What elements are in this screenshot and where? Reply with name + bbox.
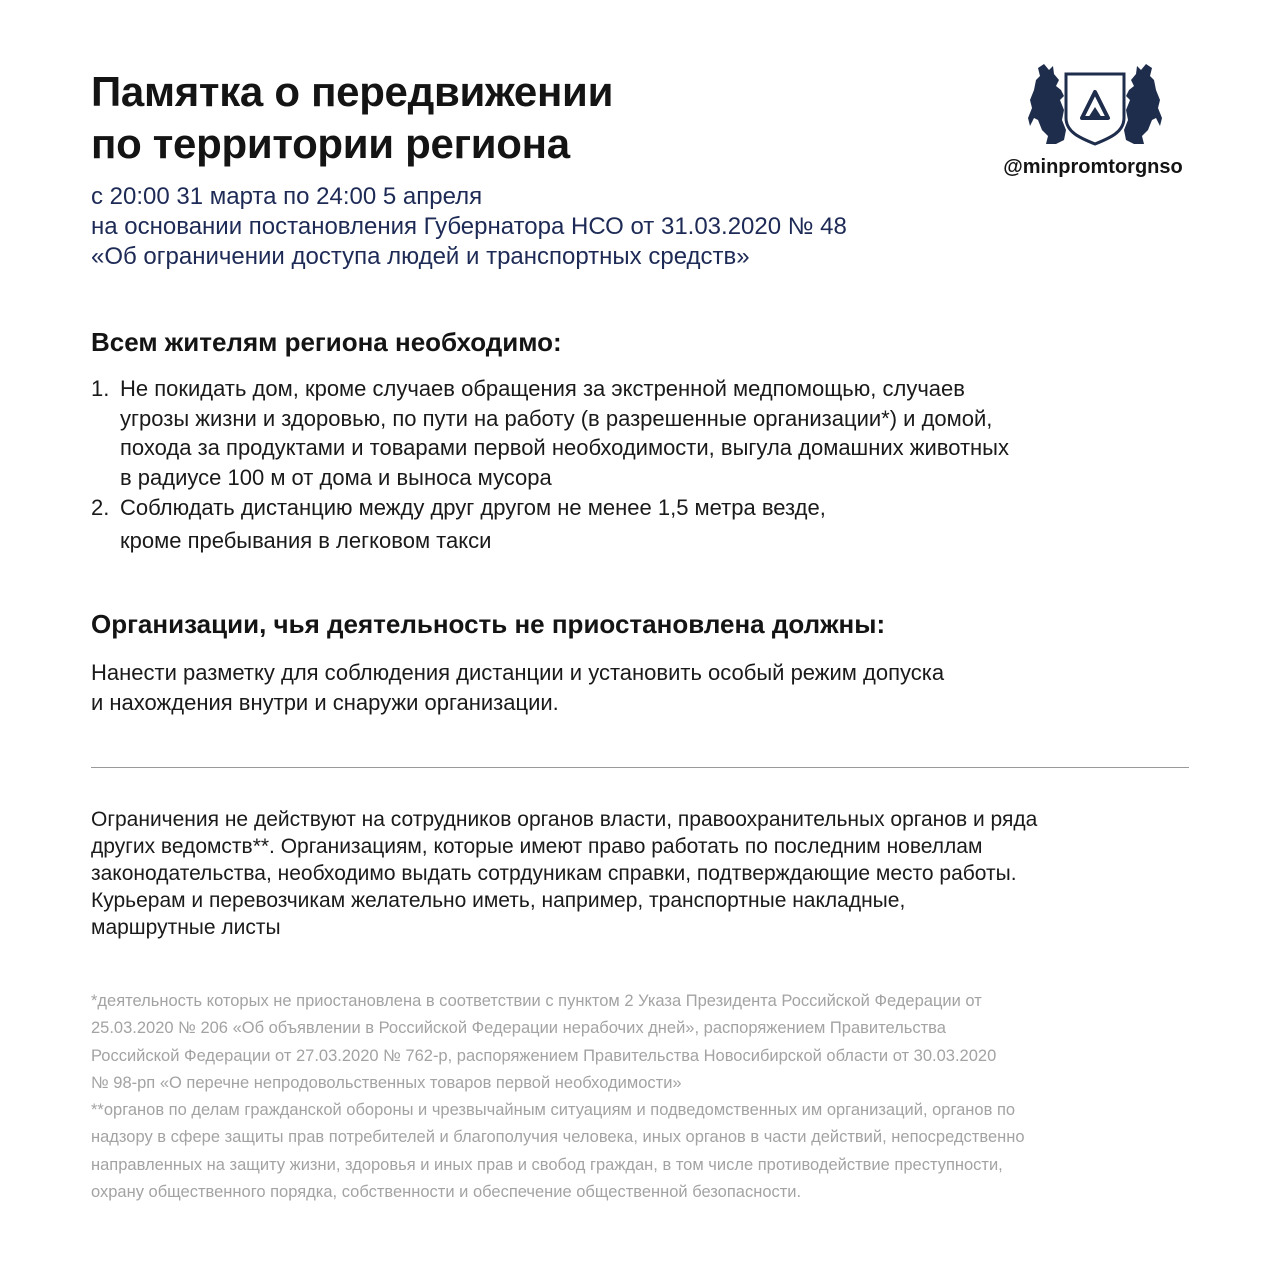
restrictions-text bbox=[91, 806, 1191, 941]
list-item bbox=[91, 374, 1191, 492]
subtitle-line: «Об ограничении доступа людей и транспортных средств» bbox=[91, 243, 750, 270]
social-handle: @minpromtorgnso bbox=[1003, 156, 1183, 178]
list-item-number: 1. bbox=[91, 376, 110, 401]
restrictions-line: Курьерам и перевозчикам желательно иметь, например, транспортные накладные, bbox=[91, 889, 906, 912]
list-item-line: Не покидать дом, кроме случаев обращения за экстренной медпомощью, случаев bbox=[120, 376, 965, 401]
title-line: по территории региона bbox=[91, 120, 570, 167]
list-item-line: угрозы жизни и здоровью, по пути на работу (в разрешенные организации*) и домой, bbox=[120, 405, 993, 431]
organizations-heading: Организации, чья деятельность не приостановлена должны: bbox=[91, 609, 886, 639]
footnote-line: Российской Федерации от 27.03.2020 № 762-р, распоряжением Правительства Новосибирской области от 30.03.2020 bbox=[91, 1046, 997, 1065]
footnote-line: № 98-рп «О перечне непродовольственных товаров первой необходимости» bbox=[91, 1073, 682, 1092]
list-item-line: похода за продуктами и товарами первой необходимости, выгула домашних животных bbox=[120, 435, 1009, 460]
restrictions-line: законодательства, необходимо выдать сотрдуникам справки, подтверждающие место работы. bbox=[91, 862, 1017, 885]
footnotes bbox=[91, 988, 1191, 1206]
footnote-line: *деятельность которых не приостановлена в соответствии с пунктом 2 Указа Президента Российской Федерации от bbox=[91, 992, 982, 1010]
footnote-line: направленных на защиту жизни, здоровья и иных прав и свобод граждан, в том числе противодействие преступности, bbox=[91, 1155, 1003, 1174]
page-title bbox=[91, 66, 613, 170]
footnote-line: охрану общественного порядка, собственности и обеспечение общественной безопасности. bbox=[91, 1183, 802, 1202]
section-divider bbox=[91, 767, 1189, 768]
list-item-line: в радиусе 100 м от дома и выноса мусора bbox=[120, 464, 552, 490]
title-line: Памятка о передвижении bbox=[91, 68, 614, 115]
residents-heading: Всем жителям региона необходимо: bbox=[91, 327, 562, 357]
footnote-line: 25.03.2020 № 206 «Об объявлении в Российской Федерации нерабочих дней», распоряжением Правительства bbox=[91, 1019, 946, 1038]
novosibirsk-coat-of-arms-icon bbox=[1026, 60, 1164, 148]
residents-list bbox=[91, 374, 1191, 555]
subtitle-line: на основании постановления Губернатора НСО от 31.03.2020 № 48 bbox=[91, 213, 847, 240]
restrictions-line: маршрутные листы bbox=[91, 916, 281, 939]
list-item bbox=[91, 493, 1191, 555]
restrictions-line: Ограничения не действуют на сотрудников органов власти, правоохранительных органов и ряда bbox=[91, 808, 1038, 831]
subtitle-line: с 20:00 31 марта по 24:00 5 апреля bbox=[91, 183, 483, 210]
list-item-line: кроме пребывания в легковом такси bbox=[120, 527, 492, 553]
list-item-line: Соблюдать дистанцию между друг другом не менее 1,5 метра везде, bbox=[120, 495, 826, 520]
organizations-text bbox=[91, 658, 1191, 718]
footnote-line: надзору в сфере защиты прав потребителей и благополучия человека, иных органов в части действий, непосредственно bbox=[91, 1128, 1025, 1147]
footnote-line: **органов по делам гражданской обороны и чрезвычайным ситуациям и подведомственных им организаций, органов по bbox=[91, 1101, 1016, 1120]
organizations-line: и нахождения внутри и снаружи организации. bbox=[91, 690, 559, 715]
list-item-number: 2. bbox=[91, 495, 110, 520]
restrictions-line: других ведомств**. Организациям, которые имеют право работать по последним новеллам bbox=[91, 835, 983, 858]
subtitle bbox=[91, 182, 847, 272]
organizations-line: Нанести разметку для соблюдения дистанции и установить особый режим допуска bbox=[91, 660, 945, 685]
